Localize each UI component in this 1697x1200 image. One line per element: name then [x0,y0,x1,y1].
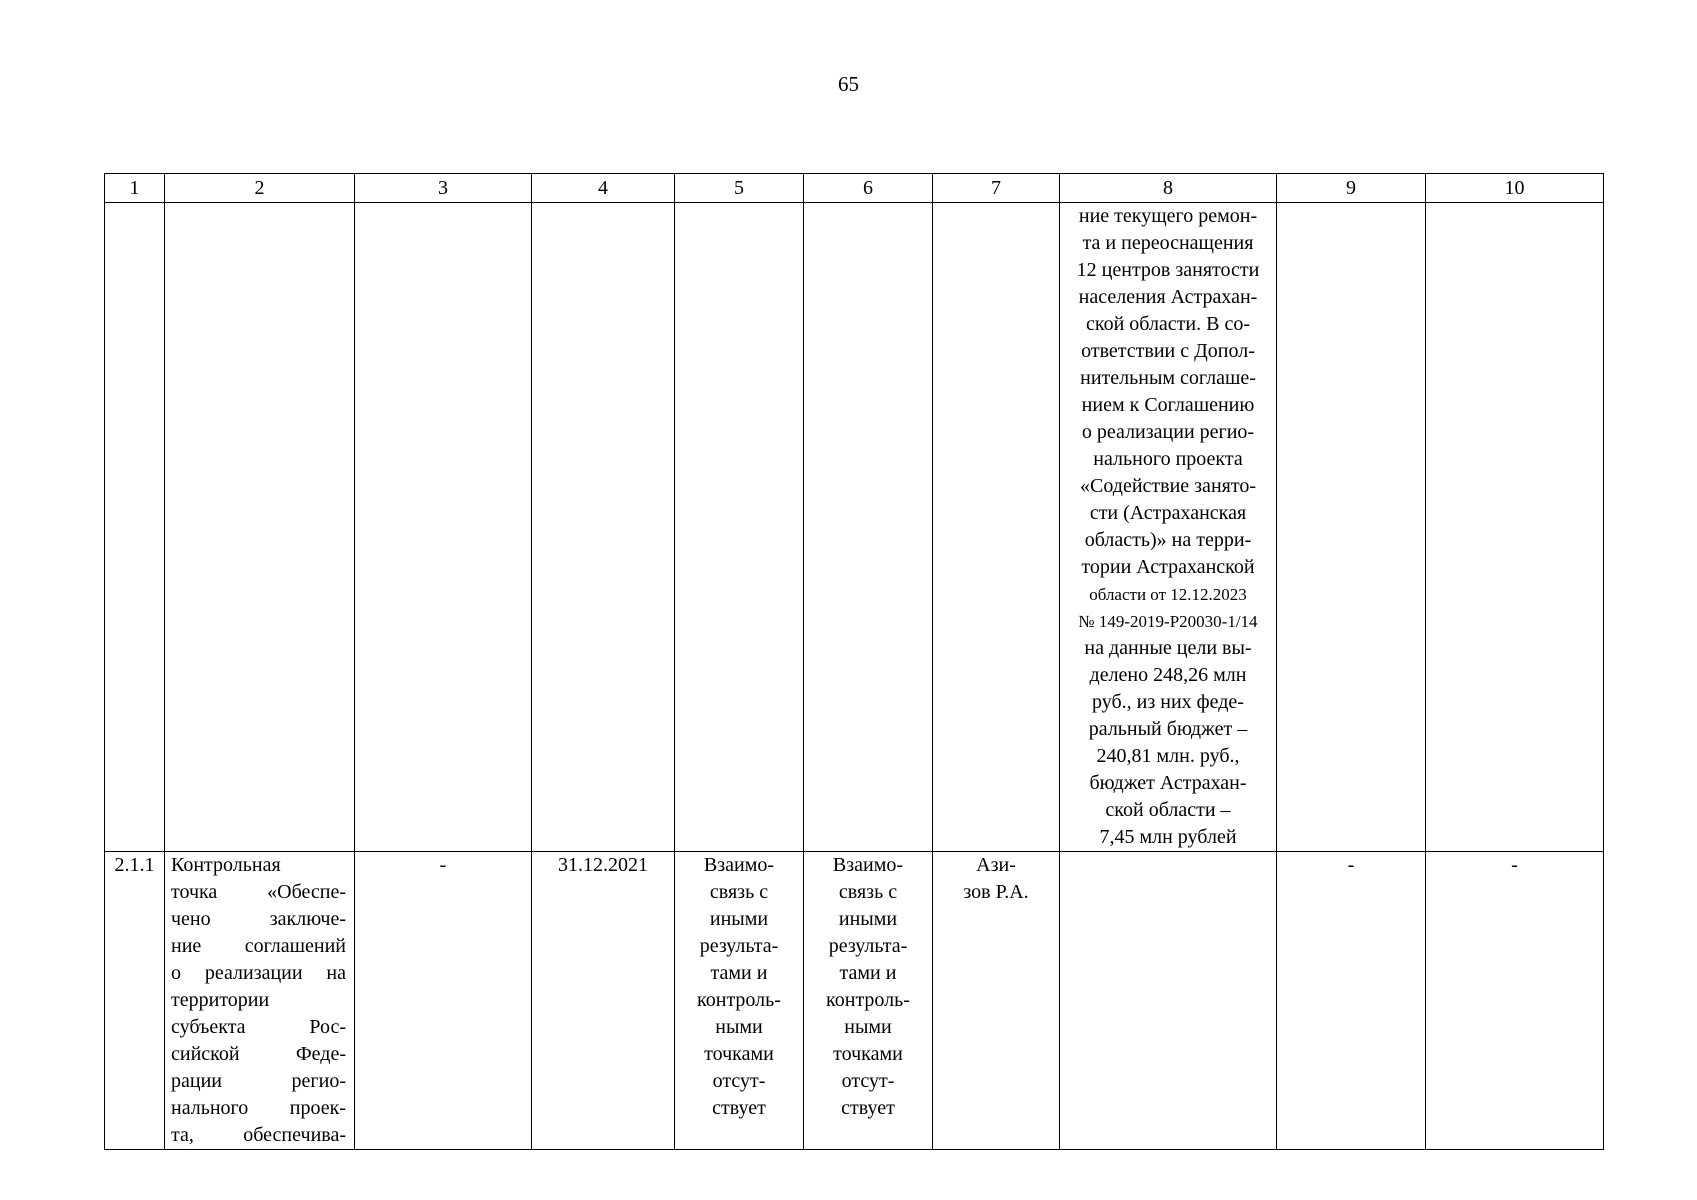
name-line: о реализации на [171,962,346,984]
header-col-2: 2 [165,174,355,203]
header-col-10: 10 [1426,174,1604,203]
header-col-3: 3 [355,174,532,203]
report-table [104,173,1604,1150]
table-row-2-1-1 [105,852,1604,1150]
comment-line: руб., из них феде- [1092,691,1244,713]
comment-line: та и переоснащения [1082,232,1254,254]
relation-line: отсут- [841,1070,895,1092]
comment-line: ской области. В со- [1085,313,1250,335]
comment-line: на данные цели вы- [1084,637,1252,659]
relation-line: связь с [838,881,898,903]
comment-line: область)» на терри- [1084,529,1252,551]
comment-line: нального проекта [1093,448,1243,470]
relation-line: точками [704,1043,774,1065]
comment-line: населения Астрахан- [1078,286,1258,308]
relation-line: тами и [839,962,897,984]
name-line: территории [171,989,270,1011]
cell-empty [804,203,933,852]
relation-line: иными [838,908,898,930]
cell-empty [355,203,532,852]
comment-line: нием к Соглашению [1081,394,1255,416]
relation-line: ствует [841,1097,895,1119]
name-line: субъекта Рос- [171,1016,346,1038]
relation-line: ствует [712,1097,766,1119]
comment-line: 7,45 млн рублей [1099,826,1237,848]
comment-line: № 149-2019-Р20030-1/14 [1078,612,1258,631]
header-col-1: 1 [105,174,165,203]
header-col-7: 7 [933,174,1060,203]
cell-empty [1426,203,1604,852]
relation-line: результа- [699,935,779,957]
name-line: рации регио- [171,1070,346,1092]
relation-line: Взаимо- [832,854,904,876]
comment-line: ской области – [1105,799,1231,821]
comment-line: делено 248,26 млн [1089,664,1247,686]
cell-col-10: - [1426,852,1604,1150]
relation-line: Взаимо- [703,854,775,876]
page-number: 65 [838,72,859,96]
relation-line: ными [844,1016,892,1038]
relation-line: точками [833,1043,903,1065]
cell-empty [675,203,804,852]
relation-cell-6 [804,852,933,1150]
header-col-4: 4 [532,174,675,203]
name-line: та, обеспечива- [171,1124,346,1146]
continuation-row [105,203,1604,852]
header-col-5: 5 [675,174,804,203]
relation-line: отсут- [712,1070,766,1092]
name-line: ние соглашений [171,935,346,957]
comment-line: 240,81 млн. руб., [1096,745,1240,767]
name-line: точка «Обеспе- [171,881,346,903]
relation-line: контроль- [826,989,910,1011]
name-line: чено заключе- [171,908,346,930]
comment-line: области от 12.12.2023 [1089,585,1247,604]
relation-line: связь с [709,881,769,903]
comment-line: 12 центров занятости [1076,259,1260,281]
relation-cell-5 [675,852,804,1150]
comment-line: о реализации регио- [1081,421,1255,443]
comment-line: ние текущего ремон- [1078,205,1258,227]
cell-col-3: - [355,852,532,1150]
cell-empty [532,203,675,852]
cell-col-8 [1060,852,1277,1150]
cell-empty [933,203,1060,852]
name-line: Контрольная [171,854,281,876]
cell-empty [105,203,165,852]
relation-line: контроль- [697,989,781,1011]
comment-line: сти (Астраханская [1089,502,1247,524]
header-col-6: 6 [804,174,933,203]
column-number-header [105,174,1604,203]
comment-line: тории Астраханской [1081,556,1255,578]
header-col-8: 8 [1060,174,1277,203]
relation-line: результа- [828,935,908,957]
responsible-line: Ази- [976,854,1016,876]
checkpoint-name-cell [165,852,355,1150]
responsible-line: зов Р.А. [963,881,1029,903]
row-number: 2.1.1 [105,852,165,1150]
comment-line: ответствии с Допол- [1081,340,1255,362]
relation-line: ными [715,1016,763,1038]
header-col-9: 9 [1277,174,1426,203]
comment-line: «Содействие занято- [1080,475,1256,497]
comment-line: нительным соглаше- [1080,367,1256,389]
relation-line: иными [709,908,769,930]
cell-empty [1277,203,1426,852]
name-line: нального проек- [171,1097,346,1119]
responsible-person-cell [933,852,1060,1150]
continuation-comment-cell [1060,203,1277,852]
comment-line: ральный бюджет – [1088,718,1248,740]
name-line: сийской Феде- [171,1043,346,1065]
cell-empty [165,203,355,852]
comment-line: бюджет Астрахан- [1089,772,1247,794]
relation-line: тами и [710,962,768,984]
deadline-date: 31.12.2021 [532,852,675,1150]
cell-col-9: - [1277,852,1426,1150]
